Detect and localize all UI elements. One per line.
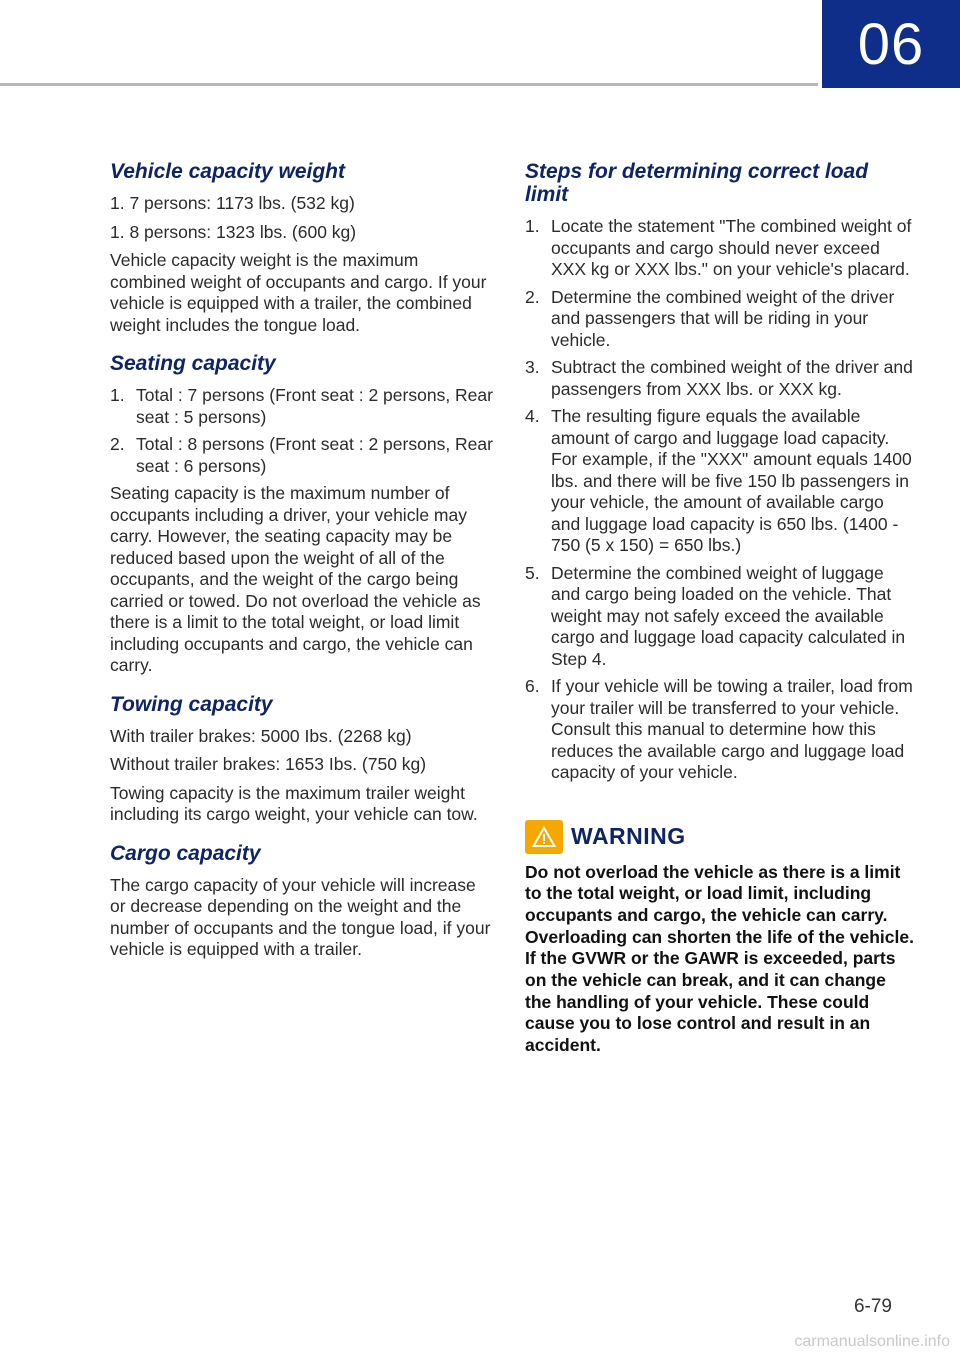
cargo-capacity-body: The cargo capacity of your vehicle will increase or decrease depending on the weight and the number of occupants and the tongue load, if your vehicle is equipped with a trailer.: [110, 874, 491, 959]
list-item-text: The resulting figure equals the available amount of cargo and luggage load capacity. For example, if the "XXX" amount equals 1400 lbs. and there will be five 150 lb passengers in your vehicle, the amount of available cargo and luggage load capacity is 650 lbs. (1400 - 750 (5 x 150) = 650 lbs.): [551, 406, 912, 555]
watermark: carmanualsonline.info: [794, 1333, 950, 1350]
warning-header: [525, 820, 915, 854]
vehicle-capacity-heading: Vehicle capacity weight: [110, 160, 345, 183]
list-item: [525, 563, 915, 671]
list-item-text: Total : 7 persons (Front seat : 2 persons, Rear seat : 5 persons): [136, 385, 493, 427]
warning-box: [525, 820, 915, 1057]
warning-body: Do not overload the vehicle as there is a limit to the total weight, or load limit, including occupants and cargo, the vehicle can carry. Overloading can shorten the life of the vehicle. If the GVWR or the GAWR is exceeded, parts on the vehicle can break, and it can change the handling of your vehicle. These could cause you to lose control and result in an accident.: [525, 861, 914, 1056]
warning-triangle-icon: [525, 820, 563, 854]
towing-capacity-section: [110, 693, 494, 826]
list-item-text: Locate the statement "The combined weight of occupants and cargo should never exceed XXX kg or XXX lbs." on your vehicle's placard.: [551, 216, 912, 279]
vehicle-capacity-line-7: 1. 7 persons: 1173 lbs. (532 kg): [110, 193, 355, 213]
page-number: 6-79: [853, 1296, 892, 1317]
cargo-capacity-section: [110, 842, 494, 961]
towing-capacity-heading: Towing capacity: [110, 692, 273, 716]
list-item-number: 2.: [525, 286, 540, 307]
warning-title: WARNING: [571, 823, 686, 849]
list-item-number: 3.: [525, 357, 540, 377]
steps-section: [525, 160, 915, 784]
towing-capacity-body: Towing capacity is the maximum trailer weight including its cargo weight, your vehicle can tow.: [110, 782, 478, 824]
list-item: [525, 357, 915, 400]
list-item-text: If your vehicle will be towing a trailer, load from your trailer will be transferred to your vehicle. Consult this manual to determine how this reduces the available cargo and luggage load capacity of your vehicle.: [551, 676, 913, 782]
list-item-text: Subtract the combined weight of the driver and passengers from XXX lbs. or XXX kg.: [551, 357, 913, 399]
list-item: [525, 676, 915, 784]
list-item-number: 6.: [525, 676, 540, 696]
chapter-number: 06: [857, 11, 925, 77]
steps-heading: Steps for determining correct load limit: [525, 160, 869, 206]
left-column: [110, 160, 494, 977]
list-item: [110, 385, 494, 428]
seating-capacity-section: [110, 352, 494, 677]
vehicle-capacity-section: [110, 160, 494, 336]
seating-capacity-list: [110, 385, 494, 477]
list-item: [110, 434, 494, 477]
list-item-text: Total : 8 persons (Front seat : 2 persons, Rear seat : 6 persons): [136, 434, 493, 476]
seating-capacity-heading: Seating capacity: [110, 352, 276, 375]
chapter-tab: [822, 0, 960, 88]
list-item: [525, 287, 915, 352]
towing-with-brakes: With trailer brakes: 5000 Ibs. (2268 kg): [110, 725, 412, 746]
vehicle-capacity-body: Vehicle capacity weight is the maximum combined weight of occupants and cargo. If your vehicle is equipped with a trailer, the combined weight includes the tongue load.: [110, 250, 487, 335]
list-item-number: 5.: [525, 562, 540, 583]
list-item-number: 1.: [110, 385, 125, 405]
header-rule: [0, 83, 818, 86]
list-item-number: 4.: [525, 406, 540, 426]
right-column: [525, 160, 915, 1057]
list-item: [525, 216, 915, 281]
cargo-capacity-heading: Cargo capacity: [110, 841, 261, 865]
list-item-number: 2.: [110, 434, 125, 454]
steps-list: [525, 216, 915, 784]
towing-without-brakes: Without trailer brakes: 1653 Ibs. (750 kg): [110, 754, 427, 774]
list-item-text: Determine the combined weight of the driver and passengers that will be riding in your vehicle.: [551, 286, 895, 350]
list-item-number: 1.: [525, 216, 540, 236]
seating-capacity-body: Seating capacity is the maximum number of occupants including a driver, your vehicle may carry. However, the seating capacity may be reduced based upon the weight of all of the occupants, and the weight of the cargo being carried or towed. Do not overload the vehicle as there is a limit to the total weight, or load limit including occupants and cargo, the vehicle can carry.: [110, 483, 481, 675]
list-item: [525, 406, 915, 557]
list-item-text: Determine the combined weight of luggage and cargo being loaded on the vehicle. That weight may not safely exceed the available cargo and luggage load capacity calculated in Step 4.: [551, 562, 906, 669]
vehicle-capacity-line-8: 1. 8 persons: 1323 lbs. (600 kg): [110, 221, 357, 242]
